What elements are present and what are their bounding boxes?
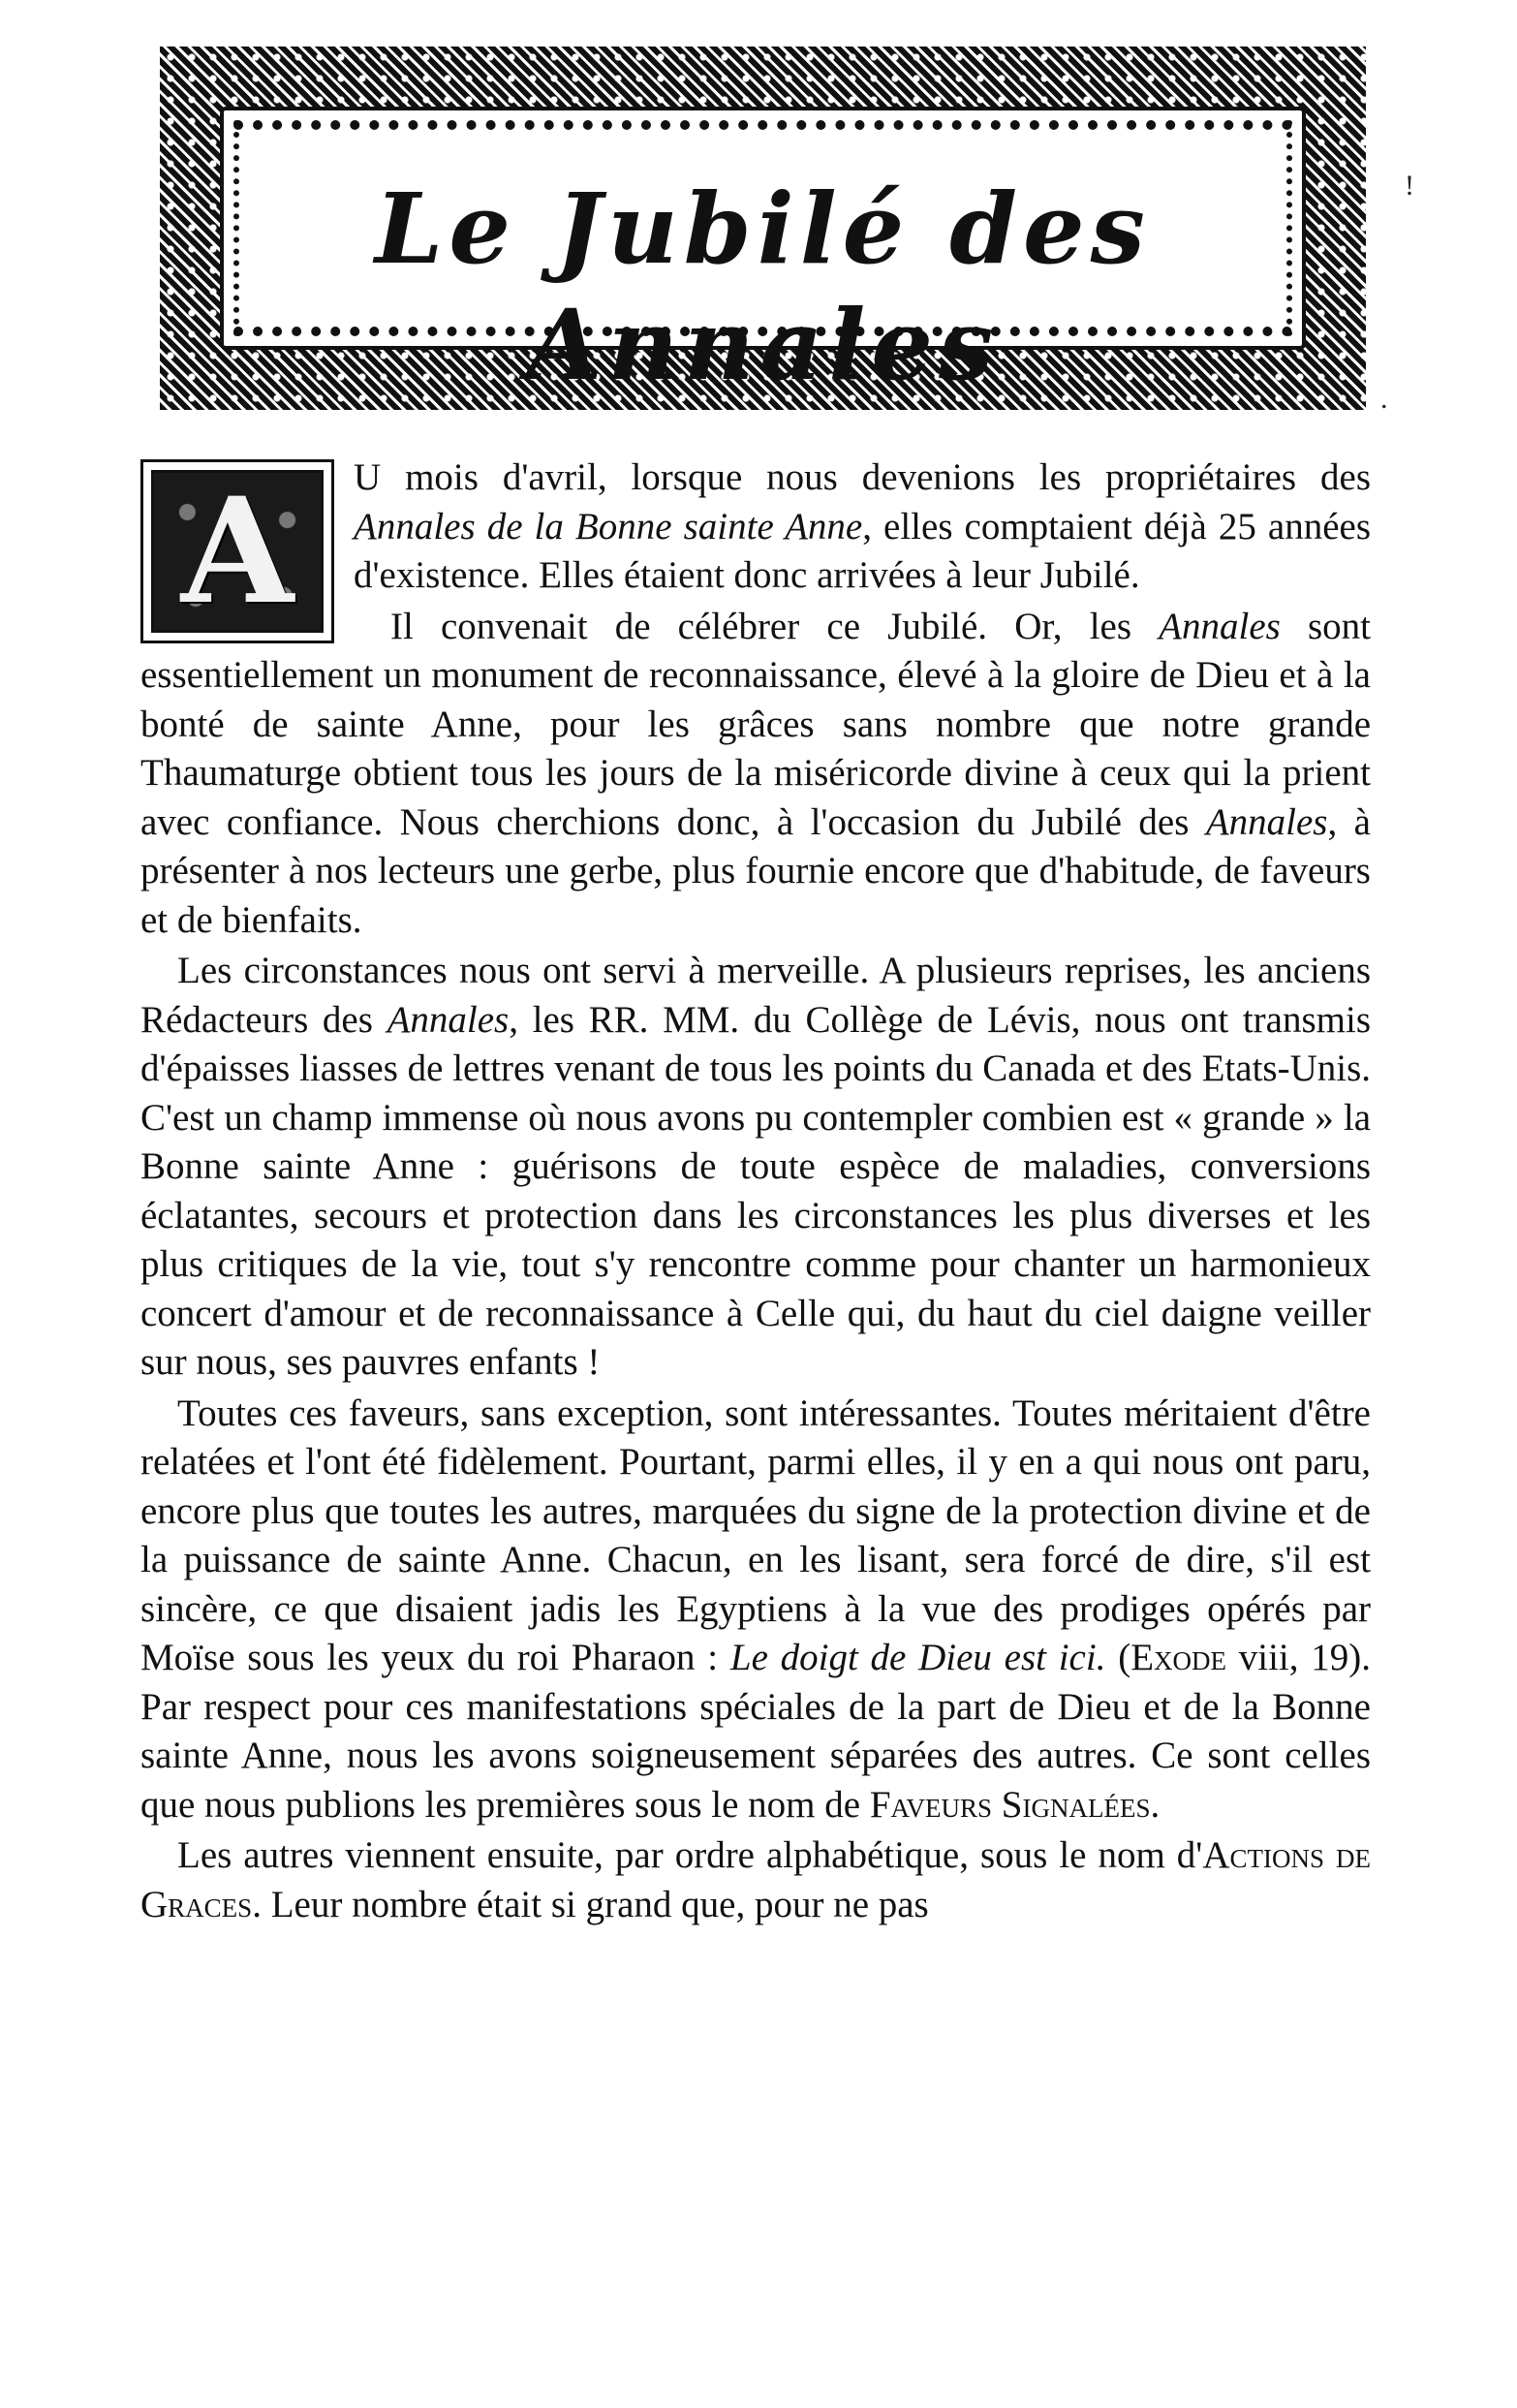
text-run: , à présenter à nos lecteurs une gerbe, plus fournie encore que d'habitude, de faveurs et de bienfaits. xyxy=(140,800,1371,941)
article-body xyxy=(140,453,1371,1929)
text-run: viii, 19). Par respect pour ces manifestations spéciales de la part de Dieu et de la Bonne sainte Anne, nous les avons soigneusement séparées des autres. Ce sont celles que nous publions les premières sous le nom de xyxy=(140,1637,1371,1826)
italic-title: Annales de la Bonne sainte Anne xyxy=(354,505,863,547)
small-caps-heading: Actions de Graces xyxy=(140,1834,1371,1925)
italic-title: Annales xyxy=(1159,605,1281,647)
paragraph-5 xyxy=(140,1831,1371,1929)
italic-title: Annales xyxy=(387,998,510,1041)
text-run: ( xyxy=(1105,1637,1131,1678)
margin-mark: ! xyxy=(1405,170,1414,202)
text-run: Les autres viennent ensuite, par ordre alphabétique, sous le nom d' xyxy=(177,1834,1203,1876)
text-run: . xyxy=(1150,1783,1161,1826)
text-run: , les RR. MM. du Collège de Lévis, nous ont transmis d'épaisses liasses de lettres venant de tous les points du Canada et des Etats-Unis. C'est un champ immense où nous avons pu contempler combien est « grande » la Bonne sainte Anne : guérisons de toute espèce de maladies, conversions éclatantes, secours et protection dans les circonstances les plus diverses et les plus critiques de la vie, tout s'y rencontre comme pour chanter un harmonieux concert d'amour et de reconnaissance à Celle qui, du haut du ciel daigne veiller sur nous, ses pauvres enfants ! xyxy=(140,998,1371,1383)
dropcap-ornament xyxy=(151,466,324,637)
small-caps-heading: Faveurs Signalées xyxy=(869,1783,1151,1826)
text-run: mois d'avril, lorsque nous devenions les propriétaires des xyxy=(381,456,1371,498)
first-letter: U xyxy=(354,456,382,498)
text-run: , elles comptaient déjà 25 années d'existence. Elles étaient donc arrivées à leur Jubilé. xyxy=(354,505,1371,596)
text-run: . Leur nombre était si grand que, pour ne pas xyxy=(252,1883,929,1925)
italic-title: Annales xyxy=(1205,800,1328,843)
paragraph-3 xyxy=(140,947,1371,1388)
header-inner-panel xyxy=(220,107,1306,402)
paragraph-2 xyxy=(140,603,1371,946)
italic-quote: Le doigt de Dieu est ici. xyxy=(729,1637,1106,1678)
page-title: Le Jubilé des Annales xyxy=(375,172,1151,402)
text-run: Toutes ces faveurs, sans exception, sont intéressantes. Toutes méritaient d'être relatées et l'ont été fidèlement. Pourtant, parmi elles, il y en a qui nous ont paru, encore plus que toutes les autres, marquées du signe de la protection divine et de la puissance de sainte Anne. Chacun, en les lisant, sera forcé de dire, s'il est sincère, ce que disaient jadis les Egyptiens à la vue des prodiges opérés par Moïse sous les yeux du roi Pharaon : xyxy=(140,1392,1371,1678)
margin-dot: . xyxy=(1380,383,1388,415)
text-run: Les circonstances nous ont servi à merveille. A plusieurs reprises, les anciens Rédacteurs des xyxy=(140,950,1371,1041)
ornamental-dropcap xyxy=(140,459,334,643)
text-run: Il convenait de célébrer ce Jubilé. Or, les xyxy=(390,605,1160,647)
text-run: sont essentiellement un monument de reconnaissance, élevé à la gloire de Dieu et à la bonté de sainte Anne, pour les grâces sans nombre que notre grande Thaumaturge obtient tous les jours de la miséricorde divine à ceux qui la prient avec confiance. Nous cherchions donc, à l'occasion du Jubilé des xyxy=(140,605,1371,843)
ornamental-header-frame xyxy=(160,47,1366,410)
small-caps-reference: Exode xyxy=(1130,1637,1226,1678)
dropcap-letter: A xyxy=(180,466,294,637)
paragraph-4 xyxy=(140,1390,1371,1830)
